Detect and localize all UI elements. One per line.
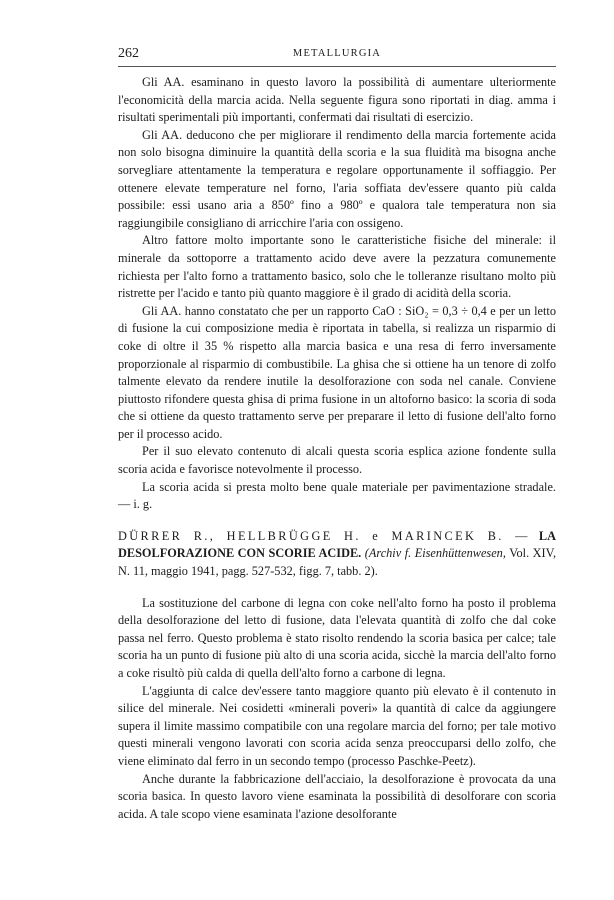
review-title: LA DESOLFORAZIONE CON SCORIE ACIDE. bbox=[118, 528, 556, 561]
review-header bbox=[118, 528, 556, 581]
paragraph: Altro fattore molto importante sono le caratteristiche fisiche del minerale: il minerale da sottoporre a trattamento acido deve avere la pezzatura comunemente richiesta per l'alto forno a trattamento basico, solo che le tolleranze risultano molto più ristrette per l'acido e tanto più quanto maggiore è il grado di acidità della scoria. bbox=[118, 233, 556, 301]
paragraph: Per il suo elevato contenuto di alcali questa scoria esplica azione fondente sulla scoria acida e favorisce notevolmente il processo. bbox=[118, 444, 556, 477]
page-number: 262 bbox=[118, 46, 139, 61]
review-authors: DÜRRER R., HELLBRÜGGE H. e MARINCEK B. — bbox=[118, 528, 530, 543]
paragraph: La sostituzione del carbone di legna con coke nell'alto forno ha posto il problema della desolforazione del letto di fusione, data l'elevata quantità di zolfo che dal coke passa nel ferro. Questo problema è stato risolto rendendo la scoria basica per calce; tale scoria ha un punto di fusione più alto di una scoria acida, sicchè la marcia dell'alto forno a coke risultò più calda di quella dell'alto forno a carbone di legna. bbox=[118, 595, 556, 680]
review-citation: Vol. XIV, N. 11, maggio 1941, pagg. 527-532, figg. 7, tabb. 2). bbox=[118, 546, 557, 579]
paragraph: L'aggiunta di calce dev'essere tanto maggiore quanto più elevato è il contenuto in silice del minerale. Nei cosidetti «minerali poveri» la quantità di calce da aggiungere supera il limite massimo compatibile con una regolare marcia del forno; per tale motivo questi minerali vengono lavorati con scoria acida senza preoccuparsi dello zolfo, che viene eliminato dal ferro in un secondo tempo (processo Paschke-Peetz). bbox=[118, 683, 556, 768]
paragraph: Anche durante la fabbricazione dell'acciaio, la desolforazione è provocata da una scoria basica. In questo lavoro viene esaminata la possibilità di desolforare con scoria acida. A tale scopo viene esaminata l'azione desolforante bbox=[118, 771, 556, 821]
section-separator bbox=[118, 581, 556, 595]
section-separator bbox=[118, 514, 556, 528]
paragraph: La scoria acida si presta molto bene quale materiale per pavimentazione stradale. — i. g. bbox=[118, 479, 556, 512]
review-journal: (Archiv f. Eisenhüttenwesen, bbox=[364, 546, 506, 561]
running-head: METALLURGIA bbox=[292, 48, 382, 59]
paragraph: Gli AA. deducono che per migliorare il rendimento della marcia fortemente acida non solo bisogna diminuire la quantità della scoria e la sua fluidità ma bisogna anche sorvegliare attentamente la temperatura e regolare opportunamente il soffiaggio. Per ottenere elevate temperature nel forno, l'aria soffiata dev'essere quanto più calda possibile: essi usano aria a 850º fino a 980º e qualora tale temperatura non sia raggiungibile consigliano di arricchire l'aria con ossigeno. bbox=[118, 127, 556, 230]
paragraph: Gli AA. hanno constatato che per un rapporto CaO : SiO₂ = 0,3 ÷ 0,4 e per un letto di fusione la cui composizione media è riportata in tabella, si realizza un risparmio di coke di oltre il 35 % rispetto alla marcia basica e una resa di ferro inversamente proporzionale al risparmio di combustibile. La ghisa che si ottiene ha un tenore di zolfo talmente elevato da rendere inutile la desolforazione con soda nel canale. Conviene piuttosto rifondere questa ghisa di prima fusione in un altoforno basico: la scoria di soda che si ottiene da questo trattamento serve per preparare il letto di fusione dell'alto forno per il processo acido. bbox=[118, 303, 556, 441]
body-text bbox=[118, 74, 556, 823]
paragraph: Gli AA. esaminano in questo lavoro la possibilità di aumentare ulteriormente l'economicità della marcia acida. Nella seguente figura sono riportati in diag. amma i risultati sperimentali più importanti, confermati dai risultati di esercizio. bbox=[118, 75, 556, 125]
page-header bbox=[118, 46, 556, 62]
header-rule bbox=[118, 66, 556, 67]
